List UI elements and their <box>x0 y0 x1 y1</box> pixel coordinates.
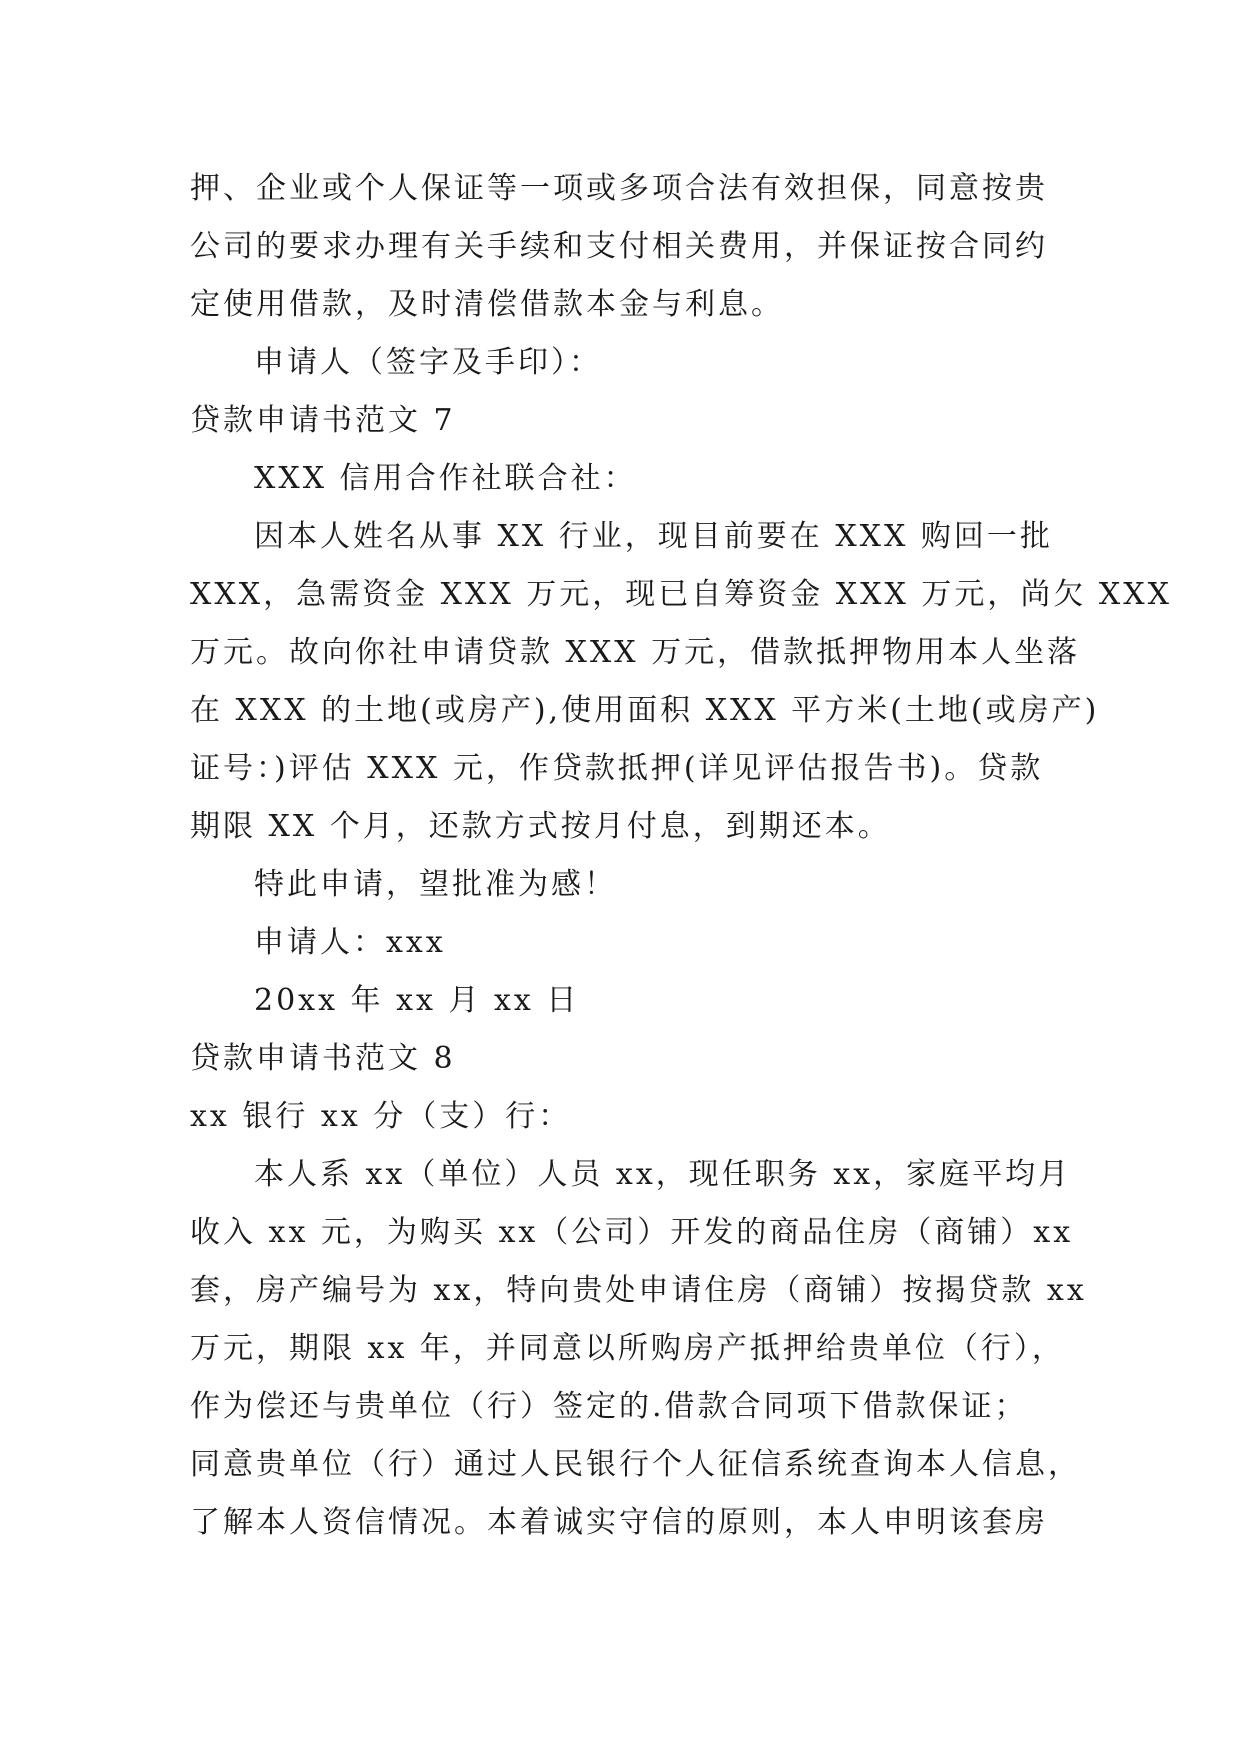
text-line: 期限 XX 个月，还款方式按月付息，到期还本。 <box>190 809 891 844</box>
text-line: 万元。故向你社申请贷款 XXX 万元，借款抵押物用本人坐落 <box>190 635 1081 670</box>
text-line: 在 XXX 的土地(或房产),使用面积 XXX 平方米(土地(或房产) <box>190 693 1100 728</box>
closing-line: 特此申请，望批准为感！ <box>254 867 617 902</box>
text-line: 收入 xx 元，为购买 xx（公司）开发的商品住房（商铺）xx <box>190 1215 1074 1250</box>
text-line: 套，房产编号为 xx，特向贵处申请住房（商铺）按揭贷款 xx <box>190 1273 1087 1308</box>
salutation: XXX 信用合作社联合社： <box>254 461 637 496</box>
text-line: 定使用借款，及时清偿借款本金与利息。 <box>190 287 784 322</box>
text-line: 同意贵单位（行）通过人民银行个人征信系统查询本人信息， <box>190 1447 1081 1482</box>
applicant-line: 申请人：xxx <box>254 925 446 960</box>
date-line: 20xx 年 xx 月 xx 日 <box>254 983 580 1018</box>
text-line: 了解本人资信情况。本着诚实守信的原则，本人申明该套房 <box>190 1505 1048 1540</box>
text-line: 公司的要求办理有关手续和支付相关费用，并保证按合同约 <box>190 229 1048 264</box>
text-line: XXX，急需资金 XXX 万元，现已自筹资金 XXX 万元，尚欠 XXX <box>190 577 1172 612</box>
salutation: xx 银行 xx 分（支）行： <box>190 1099 572 1134</box>
text-line: 押、企业或个人保证等一项或多项合法有效担保，同意按贵 <box>190 171 1048 206</box>
text-line: 证号：)评估 XXX 元，作贷款抵押(详见评估报告书)。贷款 <box>190 751 1044 786</box>
text-line: 万元，期限 xx 年，并同意以所购房产抵押给贵单位（行）， <box>190 1331 1065 1366</box>
applicant-signature-line: 申请人（签字及手印）： <box>254 345 602 380</box>
document-body <box>190 160 1172 1552</box>
text-line: 因本人姓名从事 XX 行业，现目前要在 XXX 购回一批 <box>254 519 1053 554</box>
section-heading-8: 贷款申请书范文 8 <box>190 1041 456 1076</box>
text-line: 作为偿还与贵单位（行）签定的.借款合同项下借款保证； <box>190 1389 1028 1424</box>
text-line: 本人系 xx（单位）人员 xx，现任职务 xx，家庭平均月 <box>254 1157 1072 1192</box>
section-heading-7: 贷款申请书范文 7 <box>190 403 456 438</box>
